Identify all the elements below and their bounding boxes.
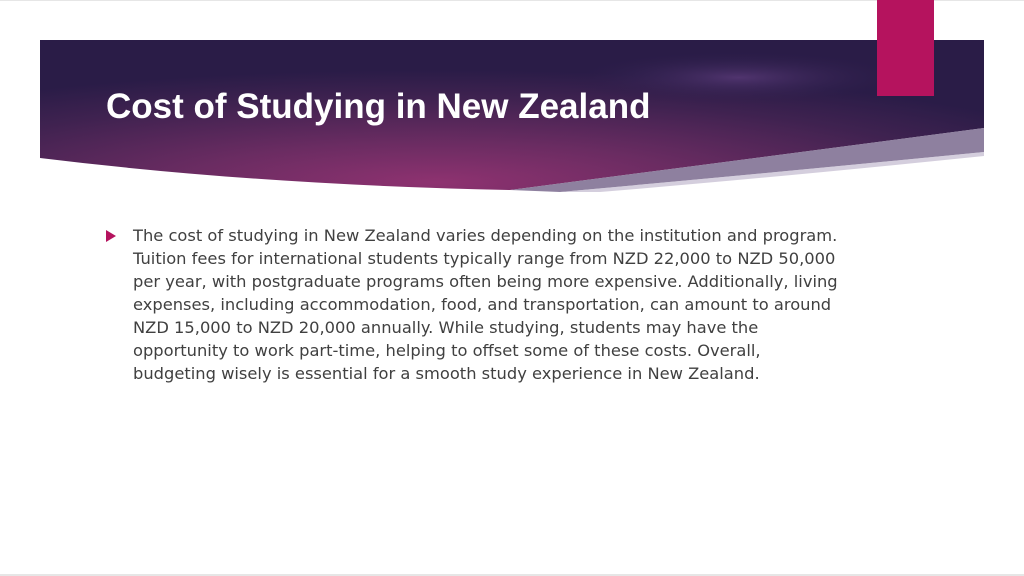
bullet-text: The cost of studying in New Zealand varies depending on the institution and program. Tuition fees for international students typically range from NZD 22,000 to NZD 50,000 per year, with postgraduate programs often being more expensive. Additionally, living expenses, including accommodation, food, and transportation, can amount to around NZD 15,000 to NZD 20,000 annually. While studying, students may have the opportunity to work part-time, helping to offset some of these costs. Overall, budgeting wisely is essential for a smooth study experience in New Zealand. — [133, 226, 838, 383]
top-divider — [0, 0, 1024, 1]
accent-tab — [877, 0, 934, 96]
slide-title: Cost of Studying in New Zealand — [106, 87, 651, 126]
triangle-right-icon — [106, 230, 116, 242]
